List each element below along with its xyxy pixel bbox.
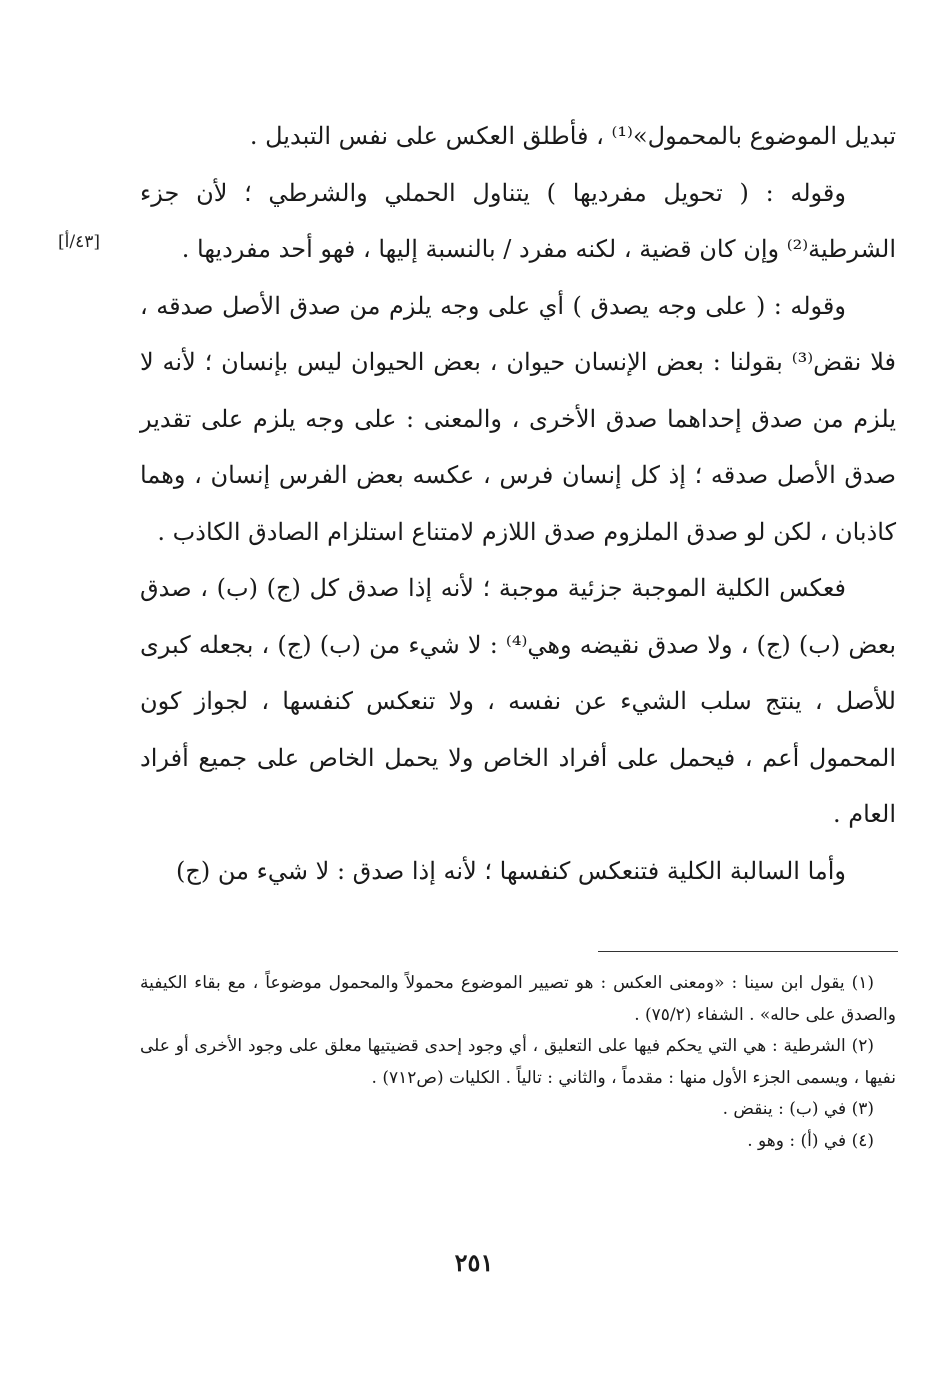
manuscript-folio-marker: [٤٣/أ] bbox=[58, 232, 100, 252]
paragraph-1: تبديل الموضوع بالمحمول»⁽¹⁾ ، فأطلق العكس على نفس التبديل . bbox=[249, 122, 896, 150]
footnote-3: (٣) في (ب) : ينقض . bbox=[722, 1099, 874, 1119]
paragraph-2: وقوله : ( تحويل مفرديها ) يتناول الحملي والشرطي ؛ لأن جزء الشرطية⁽²⁾ وإن كان قضية ، لكنه مفرد / بالنسبة إليها ، فهو أحد مفرديها . bbox=[140, 178, 896, 263]
footnotes bbox=[140, 968, 896, 1157]
footnote-4: (٤) في (أ) : وهو . bbox=[747, 1130, 874, 1151]
paragraph-5: وأما السالبة الكلية فتنعكس كنفسها ؛ لأنه إذا صدق : لا شيء من (ج) bbox=[176, 856, 846, 885]
footnote-separator bbox=[598, 951, 898, 952]
paragraph-4: فعكس الكلية الموجبة جزئية موجبة ؛ لأنه إذا صدق كل (ج) (ب) ، صدق بعض (ب) (ج) ، ولا صدق نقيضه وهي⁽⁴⁾ : لا شيء من (ب) (ج) ، بجعله كبرى للأصل ، ينتج سلب الشيء عن نفسه ، ولا تنعكس كنفسها ، لجواز كون المحمول أعم ، فيحمل على أفراد الخاص ولا يحمل الخاص على جميع أفراد العام . bbox=[140, 574, 897, 828]
main-text bbox=[140, 108, 896, 899]
footnote-1: (١) يقول ابن سينا : «ومعنى العكس : هو تصيير الموضوع محمولاً والمحمول موضوعاً ، مع بقاء الكيفية والصدق على حاله» . الشفاء (٧٥/٢) . bbox=[140, 973, 896, 1025]
footnote-2: (٢) الشرطية : هي التي يحكم فيها على التعليق ، أي وجود إحدى قضيتيها معلق على وجود الأخرى أو على نفيها ، ويسمى الجزء الأول منها : مقدماً ، والثاني : تالياً . الكليات (ص٧١٢) . bbox=[140, 1036, 896, 1088]
paragraph-3: وقوله : ( على وجه يصدق ) أي على وجه يلزم من صدق الأصل صدقه ، فلا نقض⁽³⁾ بقولنا : بعض الإنسان حيوان ، بعض الحيوان ليس بإنسان ؛ لأنه لا يلزم من صدق إحداهما صدق الأخرى ، والمعنى : على وجه يلزم على تقدير صدق الأصل صدقه ؛ إذ كل إنسان فرس ، عكسه بعض الفرس إنسان ، وهما كاذبان ، لكن لو صدق الملزوم صدق اللازم لامتناع استلزام الصادق الكاذب . bbox=[140, 291, 896, 546]
page-number: ٢٥١ bbox=[454, 1248, 494, 1277]
